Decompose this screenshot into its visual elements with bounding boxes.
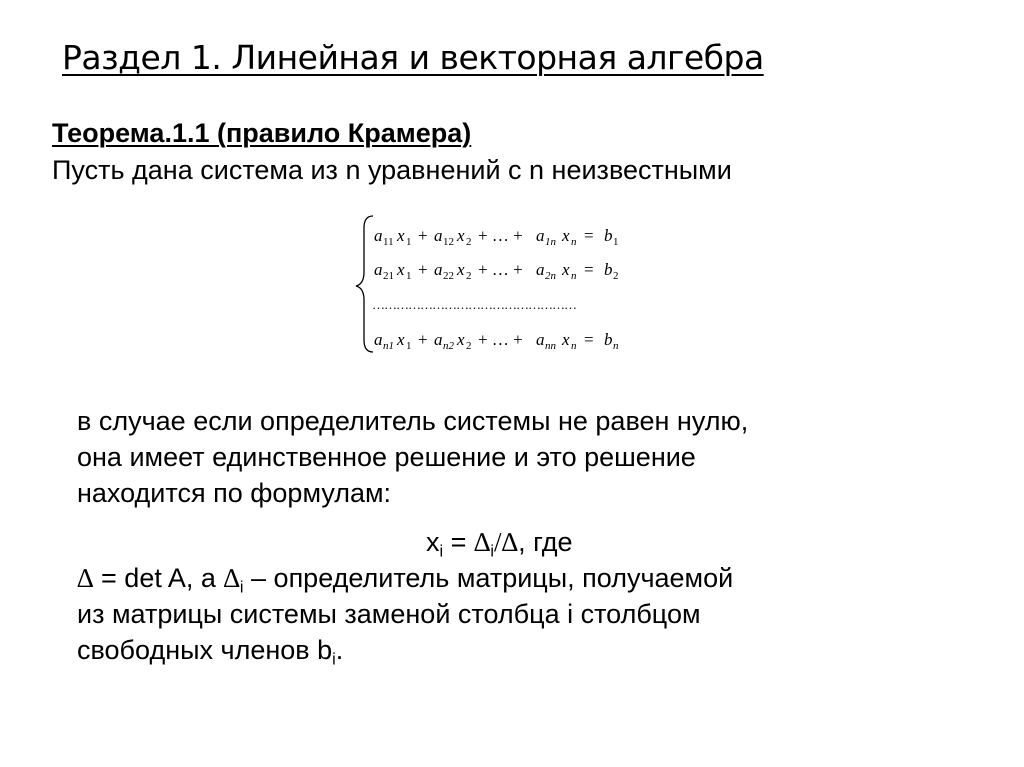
- equals: =: [584, 226, 594, 245]
- var: x: [397, 260, 405, 279]
- var-index: n: [571, 270, 577, 282]
- equals: =: [584, 330, 594, 349]
- var: x: [457, 260, 465, 279]
- paragraph-line-3: находится по формулам:: [77, 478, 392, 508]
- coef-index: 2n: [545, 270, 556, 282]
- formula-delta: ∆: [501, 527, 519, 557]
- definition-block: [77, 560, 733, 668]
- formula-delta-i: ∆: [473, 527, 491, 557]
- plus: +: [418, 226, 428, 245]
- paragraph-line-2: она имеет единственное решение и это решение: [77, 442, 696, 472]
- coef-index: nn: [545, 340, 556, 352]
- var-index: n: [571, 236, 577, 248]
- rhs-index: 1: [613, 236, 619, 248]
- def-eq-det: = det A, а: [93, 563, 224, 593]
- coef-index: 11: [383, 236, 394, 248]
- rhs: b: [604, 260, 613, 279]
- plus-dots: + … +: [478, 330, 523, 349]
- coef-index: 12: [443, 236, 454, 248]
- slide-title: Раздел 1. Линейная и векторная алгебра: [62, 38, 764, 77]
- equation-row-n: [374, 330, 619, 352]
- rhs: b: [604, 226, 613, 245]
- var-index: 2: [466, 236, 472, 248]
- var-index: 1: [406, 340, 412, 352]
- coef: a: [374, 330, 383, 349]
- paragraph-line-1: в случае если определитель системы не равен нулю,: [77, 406, 749, 436]
- equation-system: [352, 212, 662, 357]
- def-b-index: i: [332, 650, 336, 669]
- rhs-index: 2: [613, 270, 619, 282]
- plus-dots: + … +: [478, 260, 523, 279]
- var-index: 1: [406, 236, 412, 248]
- def-delta-i: ∆: [223, 563, 240, 593]
- system-brace: [356, 216, 373, 352]
- formula-delta-index: i: [490, 542, 495, 561]
- var-index: 2: [466, 270, 472, 282]
- def-rest: – определитель матрицы, получаемой: [243, 563, 734, 593]
- coef: a: [536, 226, 545, 245]
- coef-index: 22: [443, 270, 454, 282]
- plus: +: [418, 260, 428, 279]
- var-index: 2: [466, 340, 472, 352]
- var: x: [562, 260, 570, 279]
- theorem-heading: Теорема.1.1 (правило Крамера): [52, 118, 472, 148]
- var-index: n: [571, 340, 577, 352]
- var: x: [397, 330, 405, 349]
- coef: a: [434, 226, 443, 245]
- def-line3-text: свободных членов b: [77, 635, 333, 665]
- plus-dots: + … +: [478, 226, 523, 245]
- ellipsis-row: ……………………………………………: [372, 297, 576, 312]
- var-index: 1: [406, 270, 412, 282]
- equation-row-1: [374, 226, 619, 248]
- rhs-index: n: [613, 340, 619, 352]
- cramer-formula: [426, 524, 573, 560]
- var: x: [562, 330, 570, 349]
- equation-row-2: [374, 260, 619, 282]
- plus: +: [418, 330, 428, 349]
- condition-paragraph: [77, 403, 748, 511]
- coef-index: 1n: [545, 236, 556, 248]
- definition-line-3: [77, 632, 733, 668]
- def-delta-i-index: i: [239, 578, 244, 597]
- definition-line-1: [77, 560, 733, 596]
- var: x: [457, 330, 465, 349]
- var: x: [562, 226, 570, 245]
- formula-tail: , где: [518, 527, 573, 557]
- var: x: [397, 226, 405, 245]
- formula-x: x: [426, 527, 440, 557]
- coef: a: [434, 330, 443, 349]
- coef: a: [536, 260, 545, 279]
- formula-slash: /: [494, 527, 502, 557]
- coef-index: n2: [443, 340, 454, 352]
- rhs: b: [604, 330, 613, 349]
- coef-index: 21: [383, 270, 394, 282]
- theorem-intro: Пусть дана система из n уравнений с n неизвестными: [52, 155, 732, 185]
- equation-system-svg: [352, 212, 662, 357]
- coef: a: [434, 260, 443, 279]
- coef-index: n1: [383, 340, 394, 352]
- formula-x-index: i: [439, 542, 444, 561]
- coef: a: [536, 330, 545, 349]
- coef: a: [374, 226, 383, 245]
- equals: =: [584, 260, 594, 279]
- formula-eq: =: [443, 527, 474, 557]
- definition-line-2: из матрицы системы заменой столбца i столбцом: [77, 599, 701, 629]
- def-delta: ∆: [77, 563, 94, 593]
- coef: a: [374, 260, 383, 279]
- var: x: [457, 226, 465, 245]
- def-line3-end: .: [335, 635, 344, 665]
